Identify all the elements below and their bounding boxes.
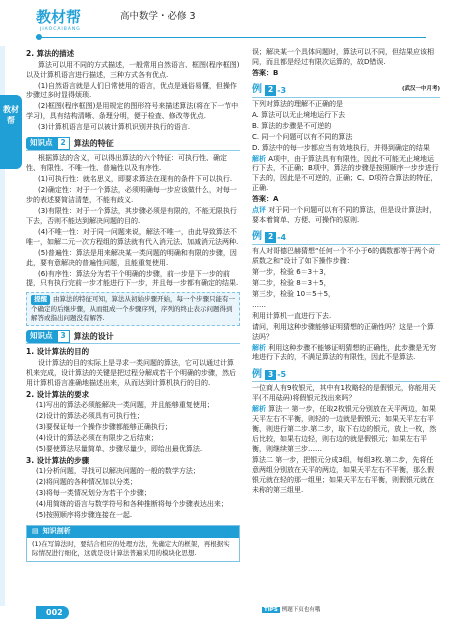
section-heading: 2. 算法的描述 [26,49,75,58]
option: D. 算法中的每一步都应当有效地执行，并得到确定的结果 [252,143,430,152]
note-tag: 提醒 [31,295,50,304]
step: 第一步，检验 6＝3＋3， [252,267,331,276]
footer-divider [36,612,426,613]
list-item: (5)普遍性：算法是用来解决某一类问题的明确和有限的步骤，因此，要有意解决的普遍性问题，且能重复使用. [26,248,237,267]
list-item: (3)有限性：对于一个算法，其步骤必须是有限的，不能无限执行下去，否则不能达到解决问题的目的. [26,206,237,225]
example-number: 2 [265,232,276,243]
page-number: 002 [36,606,69,619]
list-item: (1)自然语言就是人们日常使用的语言，优点是通俗易懂，但操作步骤过多时显得烦琐. [26,81,237,100]
example-label: 例 [252,231,262,243]
section-heading: 2. 设计算法的要求 [26,389,90,399]
example-source: (武汉一中月考) [401,86,440,93]
paragraph: 算法可以用不同的方式描述，一般常用自然语言、框图(程序框图)以及计算机语言进行描述，三种方式各有优点. [26,60,240,79]
tips-text: 例题下页也有哦 [281,607,321,613]
example-subnumber: -4 [277,232,287,242]
example-number: 3 [265,370,276,381]
list-item: (1)可执行性：就名思义，即要求算法在现有的条件下可以执行. [38,175,233,184]
list-item: (5)要使算法尽量简单、步骤尽量少，即给出最优算法. [36,444,203,453]
knowledge-analysis-header [27,526,239,538]
note-text: 由算法的特征可知，算法从初始步骤开始，每一个步骤只能有一个确定的后继步骤，从而组成一个步骤序列，序列的终止表示问题得到解答或指出问题没有解答. [31,295,235,322]
list-item: (1)分析问题，寻找可以解决问题的一般的数学方法； [36,467,200,476]
page-header [0,0,450,46]
example-label: 例 [252,368,262,380]
reminder-note [26,292,240,326]
knowledge-point-bar [26,137,240,151]
option: A. 算法可以无止境地运行下去 [252,110,346,119]
book-icon: ▤ [32,527,39,536]
comment-text: 对于同一个问题可以有不同的算法，但是设计算法时，要本着简单、方便、可操作的原则. [252,206,437,225]
header-dot-icon [36,34,42,40]
example-bar [252,368,440,382]
tips-note [262,607,320,615]
answer: 答案：B [252,68,279,77]
list-item: (2)框图(程序框图)是用规定的图形符号来描述算法(将在下一节中学习)，具有结构清晰、条理分明，便于检查、修改等优点. [26,102,239,121]
list-item: (2)设计的算法必须具有可执行性； [36,412,144,421]
kp-title: 算法的设计 [73,331,114,341]
option: B. 算法的步骤是不可逆的 [252,121,332,130]
section-heading: 1. 设计算法的目的 [26,347,90,357]
kp-title: 算法的特征 [73,139,114,149]
left-column [26,48,240,566]
comment-label: 点评 [252,206,266,215]
right-column [252,48,440,497]
example-subnumber: -5 [277,370,287,380]
example-label: 例 [252,84,262,96]
question: 有人对哥德巴赫猜想“任何一个不小于6的偶数都等于两个奇质数之和”设计了如下操作步骤： [252,247,436,265]
list-item: (1)写出的算法必须能解决一类问题，并且能够重复使用； [36,401,214,410]
page-footer [0,598,450,636]
paragraph: 误；解决某一个具体问题时，算法可以不同，但结果应该相同，而且都是经过有限次运算的，故D错误. [252,48,434,66]
section-heading: 3. 设计算法的步骤 [26,455,90,465]
solution [252,405,440,455]
list-item: (4)设计的算法必须在有限步之后结束； [36,433,158,442]
solution-text: A项中，由于算法具有有限性，因此不可能无止境地运行下去，不正确；B项中，算法的步骤是按照顺序一步步进行下去的，因此是不可逆的，正确；C、D项符合算法的特征，正确. [252,154,439,193]
step: 第三步，检验 10＝5＋5， [252,289,336,298]
side-tab: 教材帮 [0,95,22,169]
example-bar [252,84,440,98]
brand-logo: 教材帮 [36,8,82,26]
knowledge-point-bar [26,330,240,344]
solution-text: 利用这种步骤不能够证明猜想的正确性，此步骤是无穷地进行下去的，不满足算法的有限性，因此不是算法. [252,343,437,362]
question: 一位商人有9枚银元，其中有1枚略轻的是假银元，你能用天平(不用砝码)将假银元找出来吗？ [252,384,436,403]
solution-label: 解析 [252,405,266,414]
step: …… [252,300,266,309]
solution-label: 解析 [252,154,266,163]
list-item: (5)按照顺序将步骤连接在一起. [36,511,133,520]
list-item: (6)有序性：算法分为若干个明确的步骤，前一步是下一步的前提，只有执行完前一步才能进行下一步，并且每一步都有确定的结果. [26,269,239,288]
kp-label: 知识点 [26,330,57,343]
list-item: (4)不唯一性：对于同一问题来说，解法不唯一，由此导致算法不唯一，如解二元一次方程组的算法就有代入消元法、加减消元法两种. [26,227,239,246]
tips-tag: TIPS [264,607,278,613]
question: 下列对算法的理解不正确的是 [252,99,343,108]
question: 利用计算机一直进行下去. [252,311,332,320]
header-divider [36,37,426,38]
example-bar [252,231,440,245]
list-item: (4)用简练的语言与数学符号和各种推断将每个步骤表达出来； [36,500,228,509]
paragraph: 设计算法的目的实际上是寻求一类问题的算法，它可以通过计算机来完成，设计算法的关键是把过程分解成若干个明确的步骤，然后用计算机语言准确地描述出来，从而达到计算机执行的目的. [26,358,236,387]
example-subnumber: -3 [277,85,287,95]
knowledge-analysis-title: 知识剖析 [42,527,71,536]
list-item: (3)要保证每一个操作步骤都能够正确执行； [36,423,172,432]
question: 请问，利用这种步骤能够证明猜想的正确性吗？这是一个算法吗？ [252,322,434,341]
solution [252,344,440,364]
list-item: (2)将问题的各种情况加以分类； [36,478,137,487]
list-item: (3)计算机语言是可以被计算机识别并执行的语言. [38,123,191,132]
kp-number: 2 [57,137,70,150]
comment [252,206,440,226]
brand-logo-subtitle: JIAOCAIBANG [40,27,81,32]
example-number: 2 [265,85,276,96]
solution-label: 解析 [252,343,266,352]
book-title: 高中数学・必修 3 [120,11,196,22]
list-item: (2)确定性：对于一个算法，必须明确每一步应该做什么，对每一步的表述要简洁清楚，不能有歧义. [26,186,237,204]
option: C. 同一个问题可以有不同的算法 [252,132,353,141]
solution-text: 算法一 第一步，任取2枚银元分别放在天平两边，如果天平左右不平衡，则轻的一边就是假银元；如果天平左右平衡，则进行第二步.第二步，取下右边的银元，放上一枚，然后比较，如果右边轻，则右边的就是假银元；如果左右平衡，则继续第三步…… [252,405,437,453]
paragraph: 根据算法的含义，可以得出算法的六个特征：可执行性、确定性、有限性、不唯一性、普遍性以及有序性. [26,154,227,173]
list-item: (3)将每一类情况划分为若干个步骤； [36,489,151,498]
solution [252,155,440,195]
step: 第二步，检验 8＝3＋5， [252,278,331,287]
kp-label: 知识点 [26,137,57,150]
answer: 答案：A [252,195,279,204]
kp-number: 3 [57,330,70,343]
knowledge-analysis-body: (1)在写算法时，要结合相应的处理方法，先确定大的框架，再根据实际情况进行细化，这就是设计算法普遍采用的模块化思想. [32,540,230,558]
solution-continued: 算法二 第一步，把银元分成3组，每组3枚.第二步，先将任意两组分别放在天平的两边，如果天平左右不平衡，那么假银元就在轻的那一组里；如果天平左右平衡，则假银元就在未称的第三组里. [252,455,434,494]
knowledge-analysis-box [26,525,240,561]
